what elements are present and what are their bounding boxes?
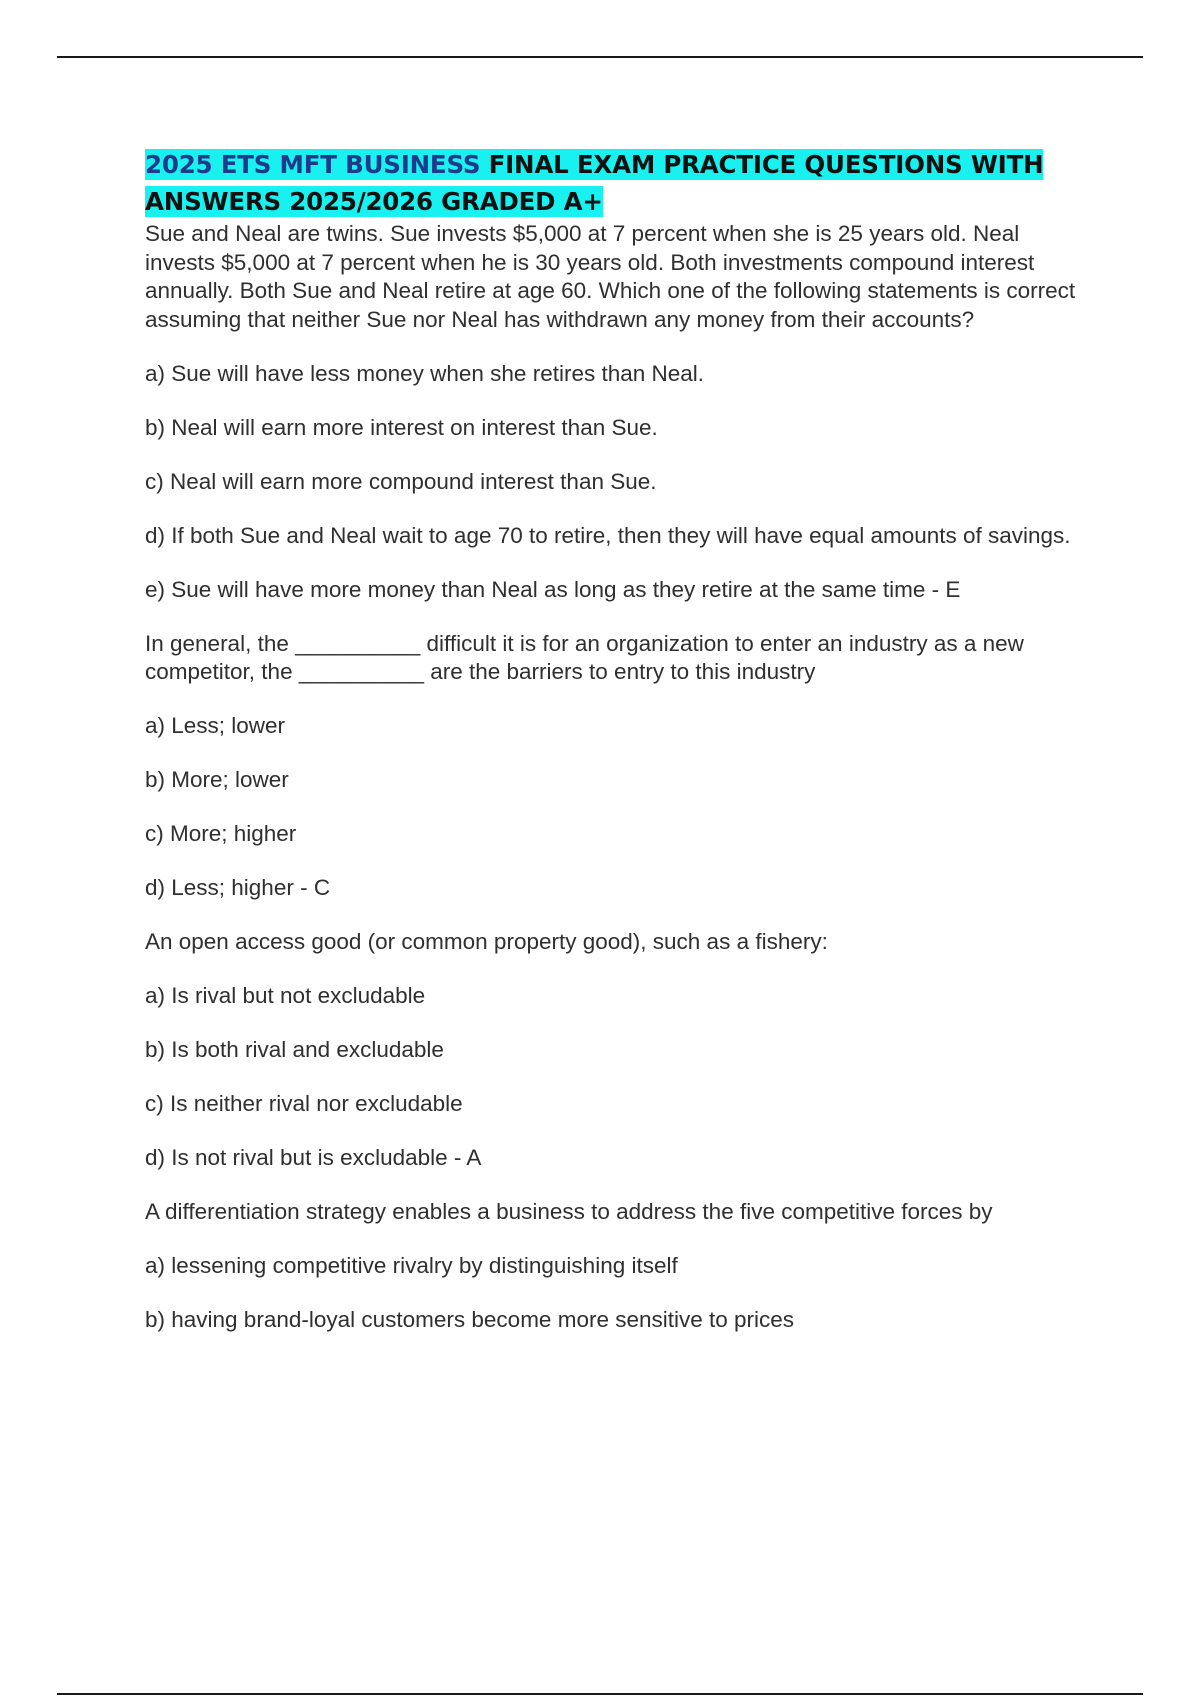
question-1-option-d: d) If both Sue and Neal wait to age 70 to retire, then they will have equal amounts of savings. bbox=[145, 522, 1071, 548]
top-rule bbox=[57, 56, 1143, 58]
bottom-rule bbox=[57, 1693, 1143, 1695]
question-4-option-a: a) lessening competitive rivalry by distinguishing itself bbox=[145, 1253, 678, 1278]
question-1-option-e: e) Sue will have more money than Neal as long as they retire at the same time - E bbox=[145, 576, 961, 602]
title-main-part: FINAL EXAM PRACTICE QUESTIONS WITH ANSWERS 2025/2026 GRADED A+ bbox=[145, 150, 1044, 216]
question-1-option-c: c) Neal will earn more compound interest than Sue. bbox=[145, 468, 657, 494]
question-3-stem: An open access good (or common property good), such as a fishery: bbox=[145, 929, 828, 954]
question-3-option-c: c) Is neither rival nor excludable bbox=[145, 1091, 463, 1116]
document-body bbox=[145, 146, 1095, 1335]
question-1-option-b: b) Neal will earn more interest on interest than Sue. bbox=[145, 414, 658, 440]
question-2-option-c: c) More; higher bbox=[145, 821, 297, 846]
question-4-option-b: b) having brand-loyal customers become more sensitive to prices bbox=[145, 1307, 795, 1332]
question-2-stem: In general, the __________ difficult it is for an organization to enter an industry as a new competitor, the __________ are the barriers to entry to this industry bbox=[145, 630, 1024, 684]
question-3-option-d: d) Is not rival but is excludable - A bbox=[145, 1145, 482, 1170]
document-title bbox=[145, 146, 1095, 220]
question-3-option-b: b) Is both rival and excludable bbox=[145, 1037, 444, 1062]
question-2-option-b: b) More; lower bbox=[145, 767, 289, 792]
question-1-option-a: a) Sue will have less money when she retires than Neal. bbox=[145, 360, 705, 386]
question-2-option-d: d) Less; higher - C bbox=[145, 875, 331, 900]
question-4-stem: A differentiation strategy enables a business to address the five competitive forces by bbox=[145, 1199, 993, 1224]
question-3-option-a: a) Is rival but not excludable bbox=[145, 983, 426, 1008]
title-highlight-part: 2025 ETS MFT BUSINESS bbox=[145, 150, 481, 179]
question-2-option-a: a) Less; lower bbox=[145, 713, 286, 738]
question-1-stem: Sue and Neal are twins. Sue invests $5,000 at 7 percent when she is 25 years old. Neal invests $5,000 at 7 percent when he is 30 years old. Both investments compound interest annually. Both Sue and Neal retire at age 60. Which one of the following statements is correct assuming that neither Sue nor Neal has withdrawn any money from their accounts? bbox=[145, 221, 1076, 332]
